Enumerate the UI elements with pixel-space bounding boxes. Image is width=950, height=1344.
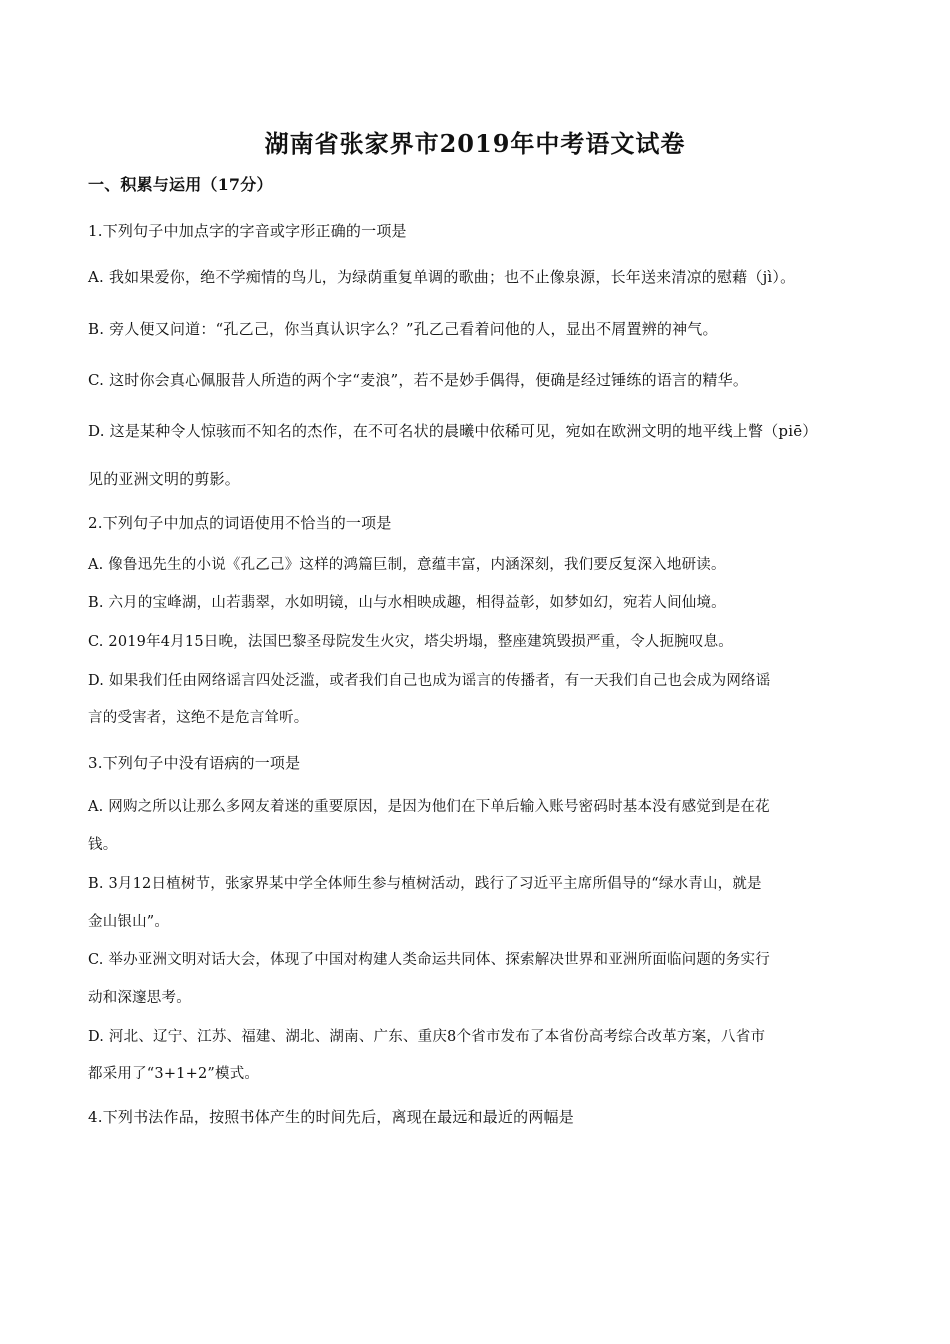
question-2-option-d-cont: 言的受害者，这绝不是危言耸听。 <box>88 710 309 726</box>
question-2-option-d: D. 如果我们任由网络谣言四处泛滥，或者我们自己也成为谣言的传播者，有一天我们自己也会成为网络谣 <box>88 673 771 689</box>
question-2-option-b: B. 六月的宝峰湖，山若翡翠，水如明镜，山与水相映成趣，相得益彰，如梦如幻，宛若人间仙境。 <box>88 595 726 611</box>
question-3-option-c-cont: 动和深邃思考。 <box>88 990 191 1006</box>
question-1-option-d: D. 这是某种令人惊骇而不知名的杰作，在不可名状的晨曦中依稀可见，宛如在欧洲文明的地平线上瞥（piē） <box>88 422 818 440</box>
question-2-option-a: A. 像鲁迅先生的小说《孔乙己》这样的鸿篇巨制，意蕴丰富，内涵深刻，我们要反复深入地研读。 <box>88 557 726 573</box>
question-3-option-a: A. 网购之所以让那么多网友着迷的重要原因，是因为他们在下单后输入账号密码时基本没有感觉到是在花 <box>88 799 770 815</box>
question-1-option-d-cont: 见的亚洲文明的剪影。 <box>88 470 241 488</box>
question-3-stem: 3.下列句子中没有语病的一项是 <box>88 754 301 772</box>
question-2-option-c: C. 2019年4月15日晚，法国巴黎圣母院发生火灾，塔尖坍塌，整座建筑毁损严重，令人扼腕叹息。 <box>88 634 733 650</box>
question-3-option-a-cont: 钱。 <box>88 837 118 853</box>
question-1-option-a: A. 我如果爱你，绝不学痴情的鸟儿，为绿荫重复单调的歌曲；也不止像泉源，长年送来清凉的慰藉（jì）。 <box>88 268 796 286</box>
question-3-option-d-cont: 都采用了“3+1+2”模式。 <box>88 1066 260 1082</box>
question-3-option-d: D. 河北、辽宁、江苏、福建、湖北、湖南、广东、重庆8个省市发布了本省份高考综合改革方案，八省市 <box>88 1029 766 1045</box>
question-1-stem: 1.下列句子中加点字的字音或字形正确的一项是 <box>88 222 407 240</box>
question-3-option-b: B. 3月12日植树节，张家界某中学全体师生参与植树活动，践行了习近平主席所倡导的“绿水青山，就是 <box>88 876 762 892</box>
question-3-option-c: C. 举办亚洲文明对话大会，体现了中国对构建人类命运共同体、探索解决世界和亚洲所面临问题的务实行 <box>88 952 770 968</box>
question-1-option-b: B. 旁人便又问道：“孔乙己，你当真认识字么？”孔乙己看着问他的人，显出不屑置辨的神气。 <box>88 320 718 338</box>
question-4-stem: 4.下列书法作品，按照书体产生的时间先后，离现在最远和最近的两幅是 <box>88 1108 574 1126</box>
question-3-option-b-cont: 金山银山”。 <box>88 914 170 930</box>
question-2-stem: 2.下列句子中加点的词语使用不恰当的一项是 <box>88 514 392 532</box>
section-heading: 一、积累与运用（17分） <box>88 175 273 194</box>
page-title: 湖南省张家界市2019年中考语文试卷 <box>264 129 686 158</box>
question-1-option-c: C. 这时你会真心佩服昔人所造的两个字“麦浪”，若不是妙手偶得，便确是经过锤练的语言的精华。 <box>88 371 749 389</box>
